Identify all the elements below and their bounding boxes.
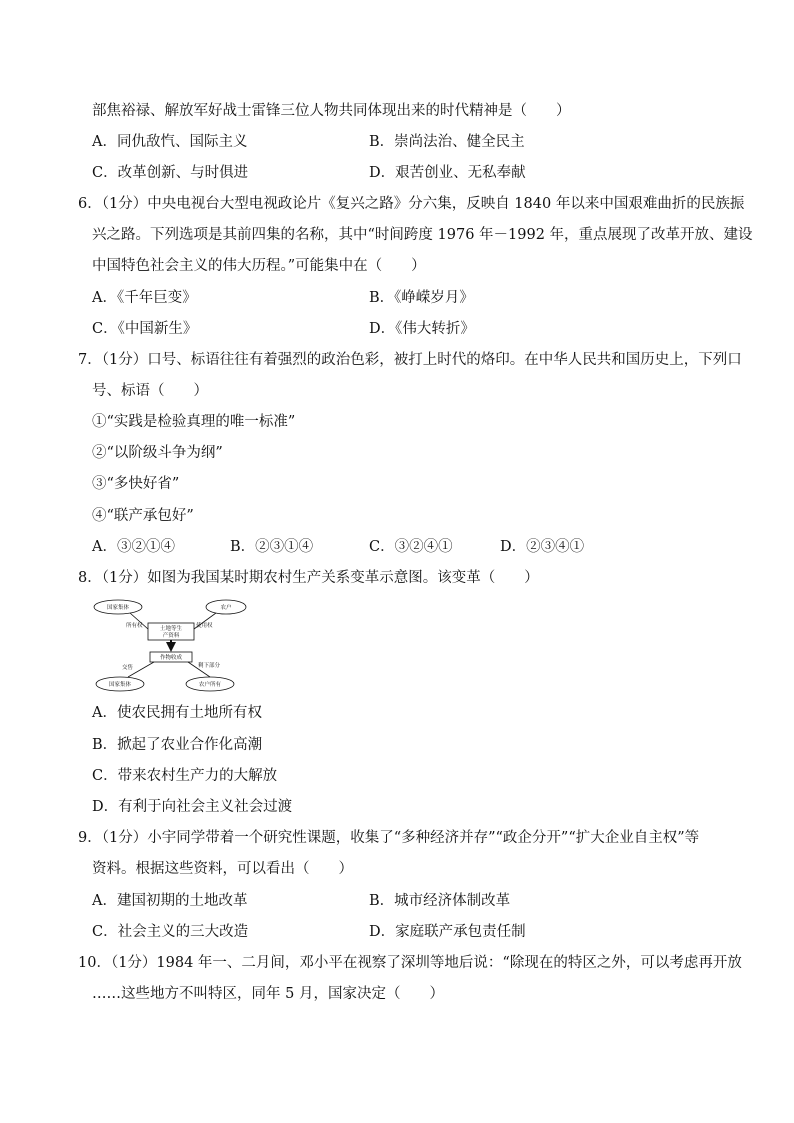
bottom-right-label: 农户所有 <box>198 682 222 688</box>
left-arrow-label: 所有权 <box>126 623 143 629</box>
down-left-label: 交售 <box>122 665 134 671</box>
q6-stem-line3: 中国特色社会主义的伟大历程。”可能集中在（ ） <box>92 258 426 274</box>
q8-option-b[interactable]: B．掀起了农业合作化高潮 <box>92 737 263 753</box>
center-label-line1: 土地等生 <box>159 626 183 632</box>
q5-option-d[interactable]: D．艰苦创业、无私奉献 <box>369 165 526 181</box>
q5-option-c[interactable]: C．改革创新、与时俱进 <box>92 165 249 181</box>
q6-option-d[interactable]: D．《伟大转折》 <box>369 321 475 337</box>
bottom-left-label: 国家集体 <box>108 682 132 688</box>
q9-option-c[interactable]: C．社会主义的三大改造 <box>92 924 249 940</box>
q8-option-a[interactable]: A．使农民拥有土地所有权 <box>92 705 262 721</box>
q8-option-c[interactable]: C．带来农村生产力的大解放 <box>92 768 278 784</box>
q7-item-2: ②“以阶级斗争为纲” <box>92 445 223 461</box>
q9-option-d[interactable]: D．家庭联产承包责任制 <box>369 924 526 940</box>
down-right-label: 剩下部分 <box>198 663 221 669</box>
q7-item-4: ④“联产承包好” <box>92 508 194 524</box>
q7-option-b[interactable]: B．②③①④ <box>230 539 314 555</box>
q10-stem-line2: ……这些地方不叫特区，同年 5 月，国家决定（ ） <box>92 986 444 1002</box>
q8-stem: 8．（1分）如图为我国某时期农村生产关系变革示意图。该变革（ ） <box>78 570 539 586</box>
q6-option-a[interactable]: A．《千年巨变》 <box>92 290 197 306</box>
q10-stem-line1: 10．（1分）1984 年一、二月间，邓小平在视察了深圳等地后说：“除现在的特区之外，可以考虑再开放 <box>78 955 742 971</box>
q7-option-a[interactable]: A．③②①④ <box>92 539 175 555</box>
q6-stem-line1: 6．（1分）中央电视台大型电视政论片《复兴之路》分六集，反映自 1840 年以来中国艰难曲折的民族振 <box>78 196 745 212</box>
q9-option-b[interactable]: B．城市经济体制改革 <box>369 893 511 909</box>
q7-option-d[interactable]: D．②③④① <box>500 539 585 555</box>
q6-option-b[interactable]: B．《峥嵘岁月》 <box>369 290 474 306</box>
q7-item-1: ①“实践是检验真理的唯一标准” <box>92 414 296 430</box>
q6-stem-line2: 兴之路。下列选项是其前四集的名称，其中“时间跨度 1976 年－1992 年，重点展现了改革开放、建设 <box>92 227 753 243</box>
q5-option-b[interactable]: B．崇尚法治、健全民主 <box>369 134 525 150</box>
q7-item-3: ③“多快好省” <box>92 476 180 492</box>
q9-stem-line1: 9．（1分）小宇同学带着一个研究性课题，收集了“多种经济并存”“政企分开”“扩大企业自主权”等 <box>78 830 700 846</box>
q7-stem-line2: 号、标语（ ） <box>92 383 208 399</box>
q9-stem-line2: 资料。根据这些资料，可以看出（ ） <box>92 861 353 877</box>
q7-stem-line1: 7．（1分）口号、标语往往有着强烈的政治色彩，被打上时代的烙印。在中华人民共和国历史上，下列口 <box>78 352 742 368</box>
q5-option-a[interactable]: A．同仇敌忾、国际主义 <box>92 134 248 150</box>
q9-option-a[interactable]: A．建国初期的土地改革 <box>92 893 248 909</box>
q5-stem: 部焦裕禄、解放军好战士雷锋三位人物共同体现出来的时代精神是（ ） <box>92 103 571 119</box>
land-reform-diagram <box>92 597 258 695</box>
q8-option-d[interactable]: D．有利于向社会主义社会过渡 <box>92 799 293 815</box>
q7-option-c[interactable]: C．③②④① <box>369 539 453 555</box>
top-right-label: 农户 <box>220 605 232 611</box>
top-left-label: 国家集体 <box>106 605 130 611</box>
q6-option-c[interactable]: C．《中国新生》 <box>92 321 198 337</box>
right-arrow-label: 使用权 <box>196 623 213 629</box>
center-label-line2: 产资料 <box>162 633 180 639</box>
middle-label: 作物收成 <box>159 655 183 661</box>
